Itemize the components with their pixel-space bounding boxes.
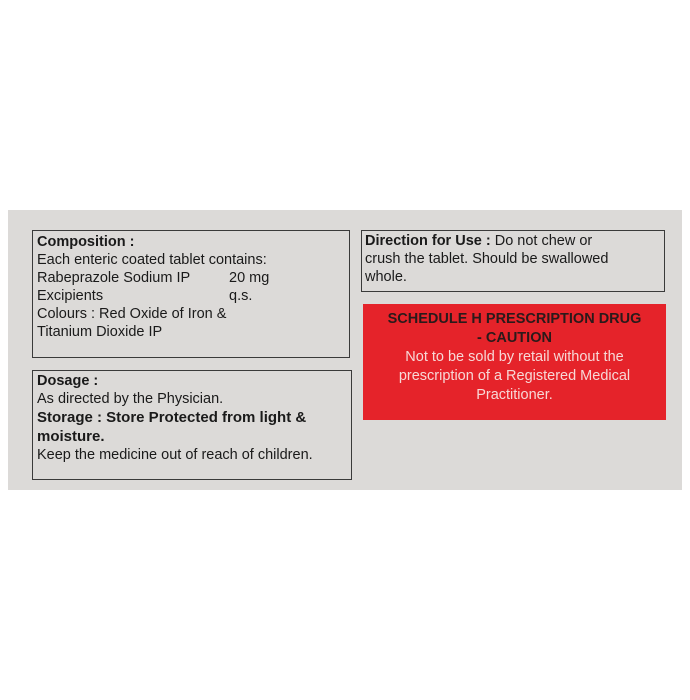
storage-line: Storage : Store Protected from light & bbox=[37, 409, 307, 426]
composition-title: Composition : bbox=[37, 234, 135, 250]
ingredient-name: Rabeprazole Sodium IP bbox=[37, 270, 191, 286]
composition-intro: Each enteric coated tablet contains: bbox=[37, 252, 267, 268]
dosage-box bbox=[32, 370, 352, 480]
ingredient-row bbox=[37, 269, 349, 287]
caution-text-3: Practitioner. bbox=[476, 387, 553, 403]
composition-box bbox=[32, 230, 350, 358]
schedule-h-caution-box bbox=[363, 304, 666, 420]
caution-text-2: prescription of a Registered Medical bbox=[398, 368, 631, 384]
ingredient-row bbox=[37, 287, 349, 305]
keep-away-text: Keep the medicine out of reach of children. bbox=[37, 447, 313, 463]
schedule-heading: SCHEDULE H PRESCRIPTION DRUG bbox=[387, 311, 642, 327]
ingredient-qty: q.s. bbox=[229, 288, 253, 304]
ingredient-name: Excipients bbox=[37, 288, 104, 304]
dosage-title: Dosage : bbox=[37, 373, 99, 389]
direction-text: Do not chew or bbox=[490, 233, 593, 249]
colours-line: Colours : Red Oxide of Iron & bbox=[37, 306, 227, 322]
direction-box bbox=[361, 230, 665, 292]
dosage-text: As directed by the Physician. bbox=[37, 391, 224, 407]
schedule-heading-2: - CAUTION bbox=[477, 330, 552, 346]
storage-line-2: moisture. bbox=[37, 428, 105, 445]
direction-line-3: whole. bbox=[365, 269, 407, 285]
direction-line-2: crush the tablet. Should be swallowed bbox=[365, 251, 609, 267]
ingredient-qty: 20 mg bbox=[229, 270, 270, 286]
direction-line-1 bbox=[365, 232, 664, 250]
direction-label: Direction for Use : bbox=[365, 233, 491, 249]
carton-panel bbox=[8, 210, 682, 490]
colours-line-2: Titanium Dioxide IP bbox=[37, 324, 163, 340]
caution-text: Not to be sold by retail without the bbox=[405, 349, 624, 365]
